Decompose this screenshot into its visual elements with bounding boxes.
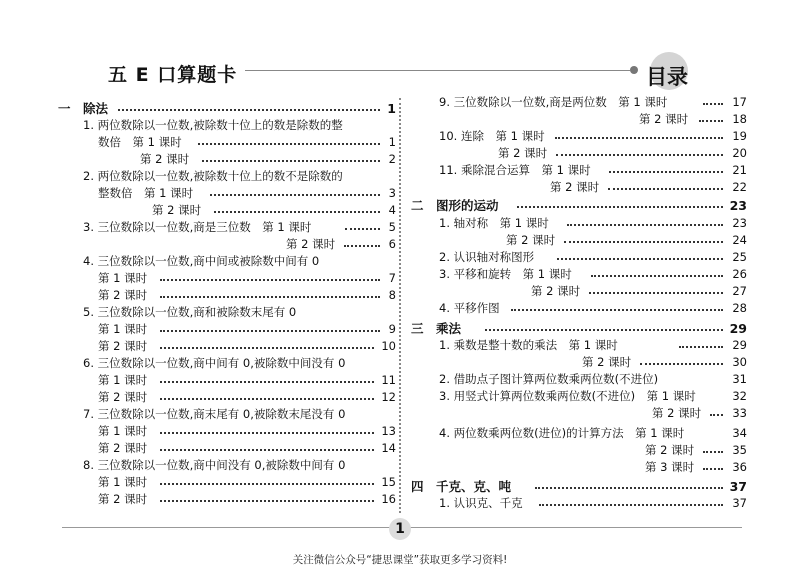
toc-entry[interactable]: 8. 三位数除以一位数,商中间没有 0,被除数中间有 0 xyxy=(83,458,346,472)
toc-entry[interactable]: 11. 乘除混合运算 第 1 课时 21 xyxy=(439,163,747,177)
contents-heading: 目录 xyxy=(646,65,688,89)
toc-entry[interactable]: 第 1 课时 11 xyxy=(98,373,396,387)
toc-entry[interactable]: 2. 两位数除以一位数,被除数十位上的数不是除数的 xyxy=(83,169,343,183)
toc-section-heading[interactable]: 三 乘法 29 xyxy=(411,321,747,336)
toc-entry[interactable]: 第 2 课时 14 xyxy=(98,441,396,455)
toc-entry[interactable]: 5. 三位数除以一位数,商和被除数末尾有 0 xyxy=(83,305,297,319)
toc-entry[interactable]: 第 2 课时 35 xyxy=(645,443,747,457)
toc-entry[interactable]: 整数倍 第 1 课时 3 xyxy=(98,186,396,200)
toc-entry[interactable]: 9. 三位数除以一位数,商是两位数 第 1 课时 17 xyxy=(439,95,747,109)
toc-entry[interactable]: 第 2 课时 30 xyxy=(582,355,747,369)
toc-section-heading[interactable]: 二 图形的运动 23 xyxy=(411,198,747,213)
column-divider xyxy=(399,98,401,513)
toc-entry[interactable]: 1. 两位数除以一位数,被除数十位上的数是除数的整 xyxy=(83,118,343,132)
toc-entry[interactable]: 第 2 课时 6 xyxy=(286,237,396,251)
toc-entry[interactable]: 7. 三位数除以一位数,商末尾有 0,被除数末尾没有 0 xyxy=(83,407,346,421)
toc-entry[interactable]: 第 2 课时 24 xyxy=(506,233,747,247)
header-divider xyxy=(245,70,630,71)
toc-entry[interactable]: 4. 三位数除以一位数,商中间或被除数中间有 0 xyxy=(83,254,320,268)
toc-entry[interactable]: 6. 三位数除以一位数,商中间有 0,被除数中间没有 0 xyxy=(83,356,346,370)
toc-section-heading[interactable]: 四 千克、克、吨 37 xyxy=(411,479,747,494)
page-number: 1 xyxy=(389,518,411,540)
toc-entry[interactable]: 第 2 课时 8 xyxy=(98,288,396,302)
toc-entry[interactable]: 第 1 课时 13 xyxy=(98,424,396,438)
toc-entry[interactable]: 第 2 课时 10 xyxy=(98,339,396,353)
book-title: 五 E 口算题卡 xyxy=(108,64,238,86)
toc-entry[interactable]: 第 2 课时 33 xyxy=(652,406,747,420)
toc-entry[interactable]: 第 1 课时 9 xyxy=(98,322,396,336)
toc-entry[interactable]: 第 1 课时 7 xyxy=(98,271,396,285)
toc-entry[interactable]: 1. 乘数是整十数的乘法 第 1 课时 29 xyxy=(439,338,747,352)
header-dot xyxy=(630,66,638,74)
toc-entry[interactable]: 数倍 第 1 课时 1 xyxy=(98,135,396,149)
toc-entry[interactable]: 1. 认识克、千克 37 xyxy=(439,496,747,510)
toc-entry[interactable]: 3. 三位数除以一位数,商是三位数 第 1 课时 5 xyxy=(83,220,396,234)
toc-entry[interactable]: 3. 用竖式计算两位数乘两位数(不进位) 第 1 课时 32 xyxy=(439,389,747,403)
footer-note: 关注微信公众号“捷思课堂”获取更多学习资料! xyxy=(292,554,508,566)
toc-entry[interactable]: 2. 借助点子图计算两位数乘两位数(不进位) 31 xyxy=(439,372,747,386)
toc-entry[interactable]: 第 2 课时 20 xyxy=(498,146,747,160)
toc-entry[interactable]: 第 2 课时 27 xyxy=(531,284,747,298)
toc-entry[interactable]: 4. 两位数乘两位数(进位)的计算方法 第 1 课时 34 xyxy=(439,426,747,440)
toc-entry[interactable]: 3. 平移和旋转 第 1 课时 26 xyxy=(439,267,747,281)
toc-entry[interactable]: 2. 认识轴对称图形 25 xyxy=(439,250,747,264)
toc-entry[interactable]: 第 3 课时 36 xyxy=(645,460,747,474)
toc-entry[interactable]: 第 2 课时 4 xyxy=(152,203,396,217)
toc-entry[interactable]: 第 1 课时 15 xyxy=(98,475,396,489)
toc-entry[interactable]: 第 2 课时 22 xyxy=(550,180,747,194)
toc-entry[interactable]: 第 2 课时 18 xyxy=(639,112,747,126)
toc-entry[interactable]: 第 2 课时 12 xyxy=(98,390,396,404)
toc-entry[interactable]: 1. 轴对称 第 1 课时 23 xyxy=(439,216,747,230)
toc-entry[interactable]: 第 2 课时 2 xyxy=(140,152,396,166)
toc-entry[interactable]: 10. 连除 第 1 课时 19 xyxy=(439,129,747,143)
toc-section-heading[interactable]: 一 除法 1 xyxy=(58,101,396,116)
toc-entry[interactable]: 4. 平移作图 28 xyxy=(439,301,747,315)
toc-entry[interactable]: 第 2 课时 16 xyxy=(98,492,396,506)
